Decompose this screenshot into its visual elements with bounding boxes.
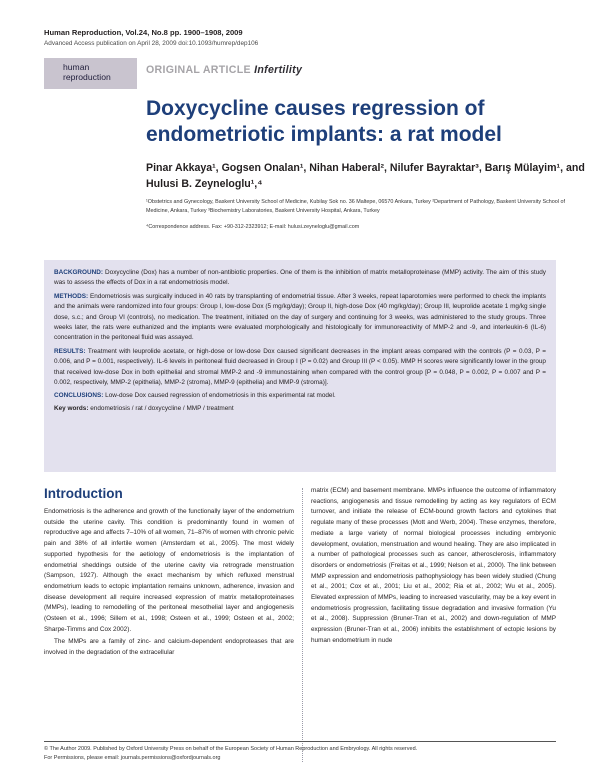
permissions-line: For Permissions, please email: journals.permissions@oxfordjournals.org	[44, 755, 221, 761]
affiliations: ¹Obstetrics and Gynecology, Baskent University School of Medicine, Kubilay Sok no. 36 Maltepe, 06570 Ankara, Turkey ²Department of Pathology, Baskent University School of Medicine, Ankara, Turkey ³Biochemistry Laboratories, Baskent University Hospital, Ankara, Turkey	[146, 199, 565, 214]
keywords-text: endometriosis / rat / doxycycline / MMP / treatment	[90, 404, 234, 412]
journal-logo	[44, 58, 137, 89]
abstract-background	[54, 268, 546, 289]
keywords	[54, 405, 546, 412]
intro-paragraph-2: The MMPs are a family of zinc- and calcium-dependent endoproteases that are involved in the degradation of the extracellular	[44, 638, 294, 657]
right-column	[311, 486, 556, 649]
intro-paragraph-1: Endometriosis is the adherence and growth of the functionally layer of the endometrium outside the uterine cavity. This condition is predominantly found in women of reproductive age and affects 7–10% of all women, 71–87% of women with chronic pelvic pain and 38% of all infertile women (Amsterdam et al., 2005). The most widely supported hypothesis for the aetiology of endometriosis is the implantation of endometrial sheddings outside of the uterine cavity via retrograde menstruation (Sampson, 1927). Although the exact mechanism by which refluxed menstrual endometrium leads to ectopic implantation remains unknown, adherence, invasion and disease development all require increased expression of matrix metalloproteinases (MMPs), leading to remodelling of the peritoneal mesothelial layer and angiogenesis (Osteen et al., 1996; Sillem et al., 1998; Osteen et al., 1999; Osteen et al., 2002; Sharpe-Timms and Cox 2002).	[44, 508, 294, 633]
copyright-line: © The Author 2009. Published by Oxford University Press on behalf of the European Society of Human Reproduction and Embryology. All rights reserved.	[44, 746, 418, 752]
journal-citation: Human Reproduction, Vol.24, No.8 pp. 1900–1908, 2009	[44, 28, 243, 37]
article-type	[146, 64, 302, 76]
column-divider	[302, 488, 303, 762]
logo-line-2: reproduction	[63, 71, 111, 82]
background-label: BACKGROUND:	[54, 269, 103, 276]
article-title: Doxycycline causes regression of endometriotic implants: a rat model	[146, 97, 502, 146]
copyright-footer	[44, 741, 556, 763]
abstract-methods	[54, 292, 546, 344]
article-topic: Infertility	[254, 64, 303, 76]
keywords-label: Key words:	[54, 404, 89, 412]
abstract-results	[54, 347, 546, 389]
methods-label: METHODS:	[54, 292, 89, 300]
introduction-heading: Introduction	[44, 486, 123, 501]
left-column	[44, 507, 294, 661]
background-text: Doxycycline (Dox) has a number of non-antibiotic properties. One of them is the inhibition of matrix metalloproteinase (MMP) activity. The aim of this study was to assess the effects of Dox in a rat endometriosis model.	[54, 269, 546, 287]
abstract-box	[44, 260, 556, 472]
conclusions-label: CONCLUSIONS:	[54, 392, 104, 400]
access-doi-line: Advanced Access publication on April 28, 2009 doi:10.1093/humrep/dep106	[44, 40, 259, 47]
methods-text: Endometriosis was surgically induced in 40 rats by transplanting of endometrial tissue. After 3 weeks, repeat laparotomies were performed to check the implants and the animals were randomized into four groups: Group I, low-dose Dox (5 mg/kg/day); Group II, high-dose Dox (40 mg/kg/day); Group III, leuprolide acetate 1 mg/kg single dose, s.c.; and Group VI (controls), no medication. The treatment, initiated on the day of surgery and continuing for 3 weeks, was administered to the study groups. Three weeks later, the rats were euthanized and the implants were evaluated morphologically and histologically for immunoreactivity of MMP-2 and -9, and interleukin-6 (IL-6) concentration in the peritoneal fluid was assayed.	[54, 292, 546, 342]
abstract-conclusions	[54, 391, 546, 401]
results-label: RESULTS:	[54, 347, 86, 355]
results-text: Treatment with leuprolide acetate, or high-dose or low-dose Dox caused significant decreases in the implant areas compared with the controls (P = 0.03, P = 0.006, and P = 0.001, respectively). IL-6 levels in peritoneal fluid decreased in Group I (P = 0.02) and Group III (P < 0.05). MMP H scores were significantly lower in the group that received low-dose Dox in both epithelial and stromal MMP-2 and -9 immunostaining when compared with the control group [P = 0.048, P = 0.002, P = 0.007 and P = 0.002, respectively, MMP-2 (epithelia), MMP-2 (stroma), MMP-9 (epithelia) and MMP-9 (stroma)].	[54, 347, 546, 387]
intro-paragraph-continued: matrix (ECM) and basement membrane. MMPs influence the outcome of inflammatory reactions, angiogenesis and tissue remodelling by acting as key regulators of ECM turnover, and initiate the release of ECM-bound growth factors and cytokines that regulate many of these processes (Mott and Werb, 2004). These enzymes, therefore, mediate a large variety of normal biological processes including embryonic development, ovulation, menstruation and wound healing. They are also implicated in a number of pathological processes such as cancer, atherosclerosis, inflammatory disorders or endometriosis (Freitas et al., 1999; Nelson et al., 2000). The link between MMP expression and endometriosis pathophysiology has been widely studied (Chung et al., 2001; Cox et al., 2001; Liu et al., 2002; Ria et al., 2002; Wu et al., 2005). Elevated expression of MMPs, leading to increased vascularity, may be a key event in endometriosis progression, facilitating tissue degradation and invasive formation (Yu et al., 2008). Suppression (Bruner-Tran et al., 2002) and down-regulation of MMP expression (Bruner-Tran et al., 2006) inhibits the establishment of ectopic lesions by human endometrium in nude	[311, 487, 556, 644]
correspondence: ⁴Correspondence address. Fax: +90-312-2323912; E-mail: hulusi.zeyneloglu@gmail.com	[146, 224, 360, 230]
author-list: Pinar Akkaya¹, Gogsen Onalan¹, Nihan Haberal², Nilufer Bayraktar³, Barış Mülayim¹, and Hulusi B. Zeyneloglu¹,⁴	[146, 162, 585, 190]
article-type-label: ORIGINAL ARTICLE	[146, 64, 251, 76]
logo-line-1: human	[63, 62, 90, 72]
conclusions-text: Low-dose Dox caused regression of endometriosis in this experimental rat model.	[105, 392, 336, 400]
